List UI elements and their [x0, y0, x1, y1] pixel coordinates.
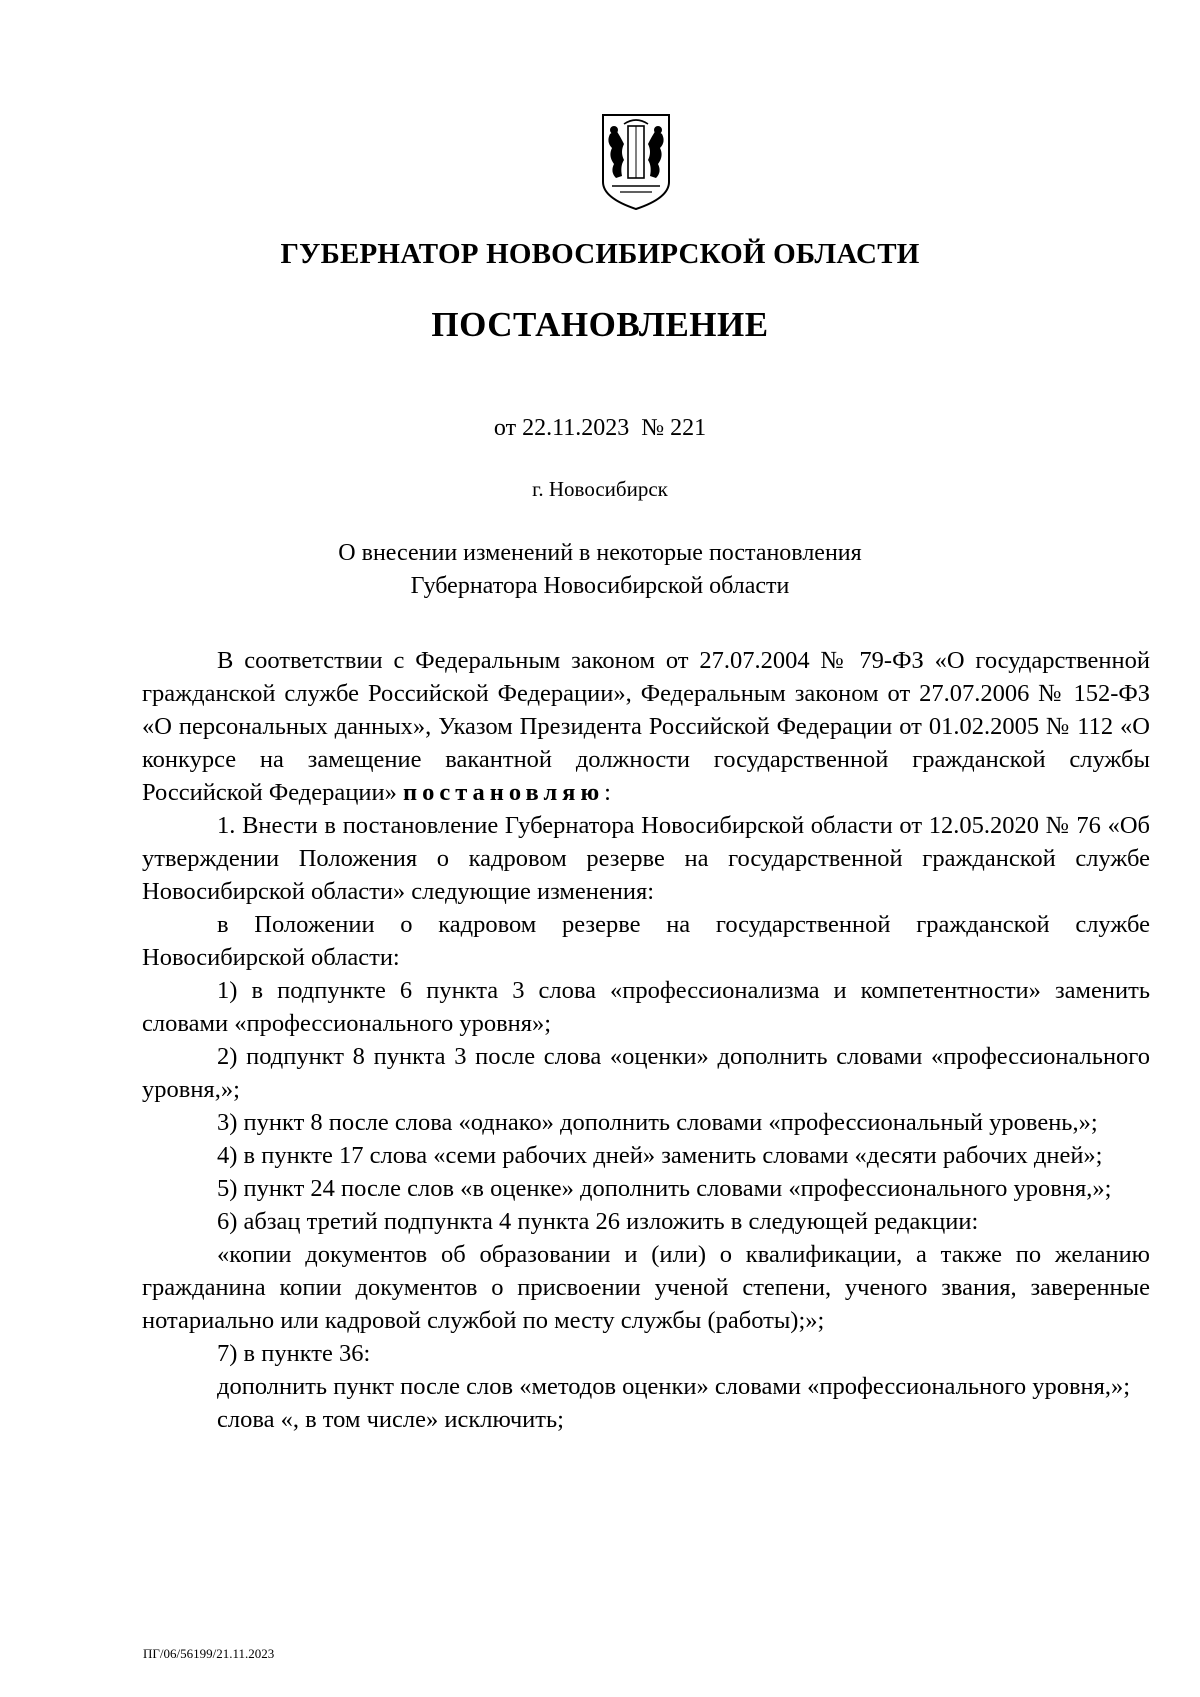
issuing-authority: ГУБЕРНАТОР НОВОСИБИРСКОЙ ОБЛАСТИ — [280, 238, 920, 270]
list-item: 2) подпункт 8 пункта 3 после слова «оценки» дополнить словами «профессионального уровня,»; — [142, 1043, 1150, 1103]
list-item: 5) пункт 24 после слов «в оценке» дополнить словами «профессионального уровня,»; — [217, 1175, 1112, 1202]
preamble-text: В соответствии с Федеральным законом от 27.07.2004 № 79-ФЗ «О государственной гражданской службе Российской Федерации», Федеральным законом от 27.07.2006 № 152-ФЗ «О персональных данных», Указом Президента Российской Федерации от 01.02.2005 № 112 «О конкурсе на замещение вакантной должности государственной гражданской службы Российской Федерации» — [142, 647, 1150, 806]
decree-colon: : — [604, 779, 611, 806]
decree-word: постановляю — [402, 779, 605, 806]
document-code: ПГ/06/56199/21.11.2023 — [143, 1646, 275, 1661]
document-body — [142, 644, 1150, 1436]
coat-of-arms-icon — [600, 112, 672, 212]
paragraph-1: 1. Внести в постановление Губернатора Новосибирской области от 12.05.2020 № 76 «Об утверждении Положения о кадровом резерве на государственной гражданской службе Новосибирской области» следующие изменения: — [142, 812, 1150, 905]
list-item: 4) в пункте 17 слова «семи рабочих дней» заменить словами «десяти рабочих дней»; — [217, 1142, 1103, 1169]
preamble-paragraph — [142, 644, 1150, 809]
list-item: дополнить пункт после слов «методов оценки» словами «профессионального уровня,»; — [217, 1373, 1131, 1400]
list-item: 7) в пункте 36: — [217, 1340, 371, 1367]
list-item: «копии документов об образовании и (или) о квалификации, а также по желанию гражданина копии документов о присвоении ученой степени, ученого звания, заверенные нотариально или кадровой службой по месту службы (работы);»; — [142, 1241, 1150, 1334]
list-item: 6) абзац третий подпункта 4 пункта 26 изложить в следующей редакции: — [217, 1208, 979, 1235]
list-item: слова «, в том числе» исключить; — [217, 1406, 564, 1433]
date-and-number: от 22.11.2023 № 221 — [493, 415, 707, 441]
subject-line-1: О внесении изменений в некоторые постановления — [338, 540, 862, 566]
city: г. Новосибирск — [532, 477, 668, 501]
document-subject — [0, 537, 1200, 603]
subject-line-2: Губернатора Новосибирской области — [410, 573, 790, 599]
list-item: 1) в подпункте 6 пункта 3 слова «профессионализма и компетентности» заменить словами «профессионального уровня»; — [142, 977, 1150, 1037]
paragraph-2: в Положении о кадровом резерве на государственной гражданской службе Новосибирской области: — [142, 911, 1150, 971]
list-item: 3) пункт 8 после слова «однако» дополнить словами «профессиональный уровень,»; — [217, 1109, 1098, 1136]
document-type-title: ПОСТАНОВЛЕНИЕ — [431, 305, 769, 344]
